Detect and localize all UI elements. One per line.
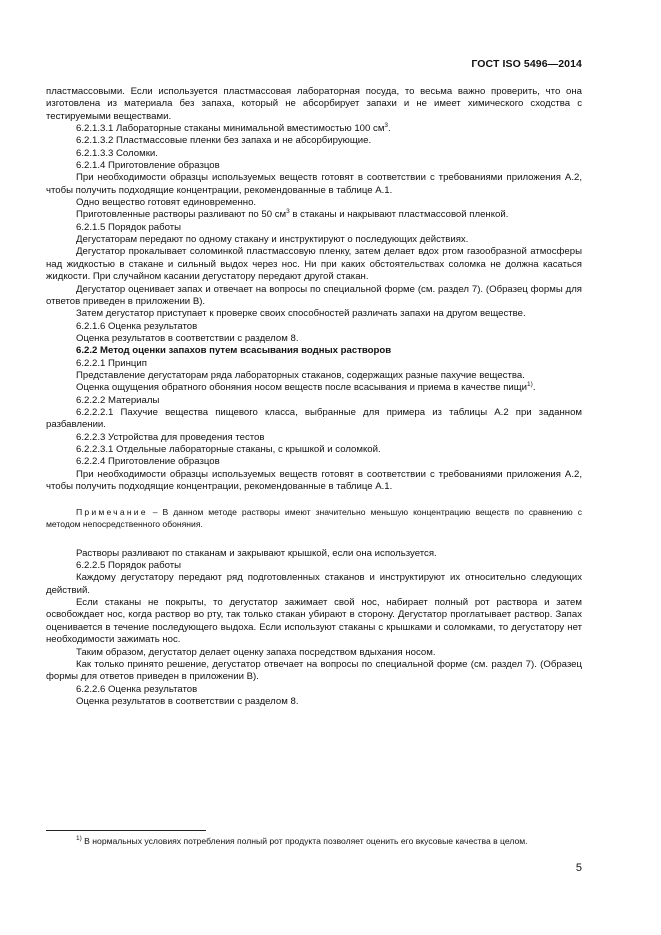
paragraph: Приготовленные растворы разливают по 50 $см^3$ в стаканы и накрывают пластмассовой пленкой. (76, 208, 509, 221)
paragraph: Дегустатор оценивает запах и отвечает на вопросы по специальной форме (см. раздел 7). (Образец формы для ответов приведен в приложении В). (46, 283, 582, 307)
footnote-marker: 1) (76, 835, 82, 843)
subsection-heading: 6.2.2.2 Материалы (76, 394, 160, 406)
subsection-heading: 6.2.1.6 Оценка результатов (76, 320, 198, 332)
subsection-heading: 6.2.2.5 Порядок работы (76, 560, 182, 572)
footnote (46, 836, 582, 848)
note-text: – В данном методе растворы имеют значительно меньшую концентрацию веществ по сравнению с методом непосредственного обоняния. (46, 507, 582, 529)
subsection-heading: 6.2.2.1 Принцип (76, 357, 147, 369)
paragraph: При необходимости образцы используемых веществ готовят в соответствии с требованиями приложения А.2, чтобы получить подходящие концентрации, рекомендованные в таблице А.1. (46, 172, 582, 196)
footnote-text: В нормальных условиях потребления полный рот продукта позволяет оценить его вкусовые качества в целом. (81, 836, 528, 846)
paragraph: Если стаканы не покрыты, то дегустатор зажимает свой нос, набирает полный рот раствора и затем освобождает нос, когда раствор во рту, так только стакан убирают в сторону. Дегустатор проглатывает раствор. Запах оценивается в течение последующего выдоха. Если используют стаканы с крышками и соломками, то дегустатору нет необходимости зажимать нос. (46, 597, 582, 646)
paragraph: Растворы разливают по стаканам и закрывают крышкой, если она используется. (76, 547, 437, 559)
paragraph: 6.2.1.3.1 Лабораторные стаканы минимальной вместимостью 100 $см^3$. (76, 121, 391, 135)
note (46, 507, 582, 529)
paragraph: Представление дегустаторам ряда лабораторных стаканов, содержащих разные пахучие вещества. (76, 369, 525, 381)
footnote-divider (46, 830, 206, 831)
paragraph: 6.2.1.3.3 Соломки. (76, 147, 158, 159)
paragraph: Дегустатор прокалывает соломинкой пластмассовую пленку, затем делает вдох ртом газообразной атмосферы над жидкостью в стакане и сильный выдох через нос. Ни при каких обстоятельствах соломка не должна касаться жидкости. При случайном касании дегустатору передают другой стакан. (46, 246, 582, 283)
paragraph: Как только принято решение, дегустатор отвечает на вопросы по специальной форме (см. раздел 7). (Образец формы для ответов приведен в приложении В). (46, 658, 582, 683)
subsection-heading: 6.2.2.3 Устройства для проведения тестов (76, 431, 265, 443)
section-heading: 6.2.2 Метод оценки запахов путем всасывания водных растворов (76, 345, 392, 357)
document-header: ГОСТ ISO 5496—2014 (471, 58, 582, 70)
paragraph: Затем дегустатор приступает к проверке своих способностей различать запахи на другом веществе. (76, 308, 526, 320)
paragraph: Дегустаторам передают по одному стакану и инструктируют о последующих действиях. (76, 234, 469, 246)
subsection-heading: 6.2.1.4 Приготовление образцов (76, 160, 220, 172)
paragraph: Каждому дегустатору передают ряд подготовленных стаканов и инструктируют их относительно следующих действий. (46, 572, 582, 596)
paragraph: Оценка ощущения обратного обоняния носом веществ после всасывания и приема в качестве пищи$^{1)}$. (76, 381, 536, 394)
paragraph: При необходимости образцы используемых веществ готовят в соответствии с требованиями приложения А.2, чтобы получить подходящие концентрации, рекомендованные в таблице А.1. (46, 468, 582, 492)
paragraph: Оценка результатов в соответствии с разделом 8. (76, 332, 299, 344)
page-number: 5 (575, 862, 582, 874)
subsection-heading: 6.2.1.5 Порядок работы (76, 221, 182, 233)
paragraph: пластмассовыми. Если используется пластмассовая лабораторная посуда, то весьма важно проверить, что она изготовлена из материала без запаха, который не абсорбирует запахи и не имеет химического сходства с тестируемыми веществами. (46, 86, 582, 122)
paragraph: Таким образом, дегустатор делает оценку запаха посредством вдыхания носом. (76, 646, 436, 658)
subsection-heading: 6.2.2.6 Оценка результатов (76, 683, 198, 695)
note-label: Примечание (76, 507, 148, 518)
subsection-heading: 6.2.2.4 Приготовление образцов (76, 456, 220, 468)
paragraph: 6.2.2.2.1 Пахучие вещества пищевого класса, выбранные для примера из таблицы А.2 при заданном разбавлении. (46, 406, 582, 431)
document-body (46, 86, 582, 708)
paragraph: Оценка результатов в соответствии с разделом 8. (76, 695, 299, 707)
paragraph: Одно вещество готовят единовременно. (76, 197, 257, 209)
paragraph: 6.2.2.3.1 Отдельные лабораторные стаканы, с крышкой и соломкой. (76, 443, 381, 455)
paragraph: 6.2.1.3.2 Пластмассовые пленки без запаха и не абсорбирующие. (76, 135, 372, 147)
